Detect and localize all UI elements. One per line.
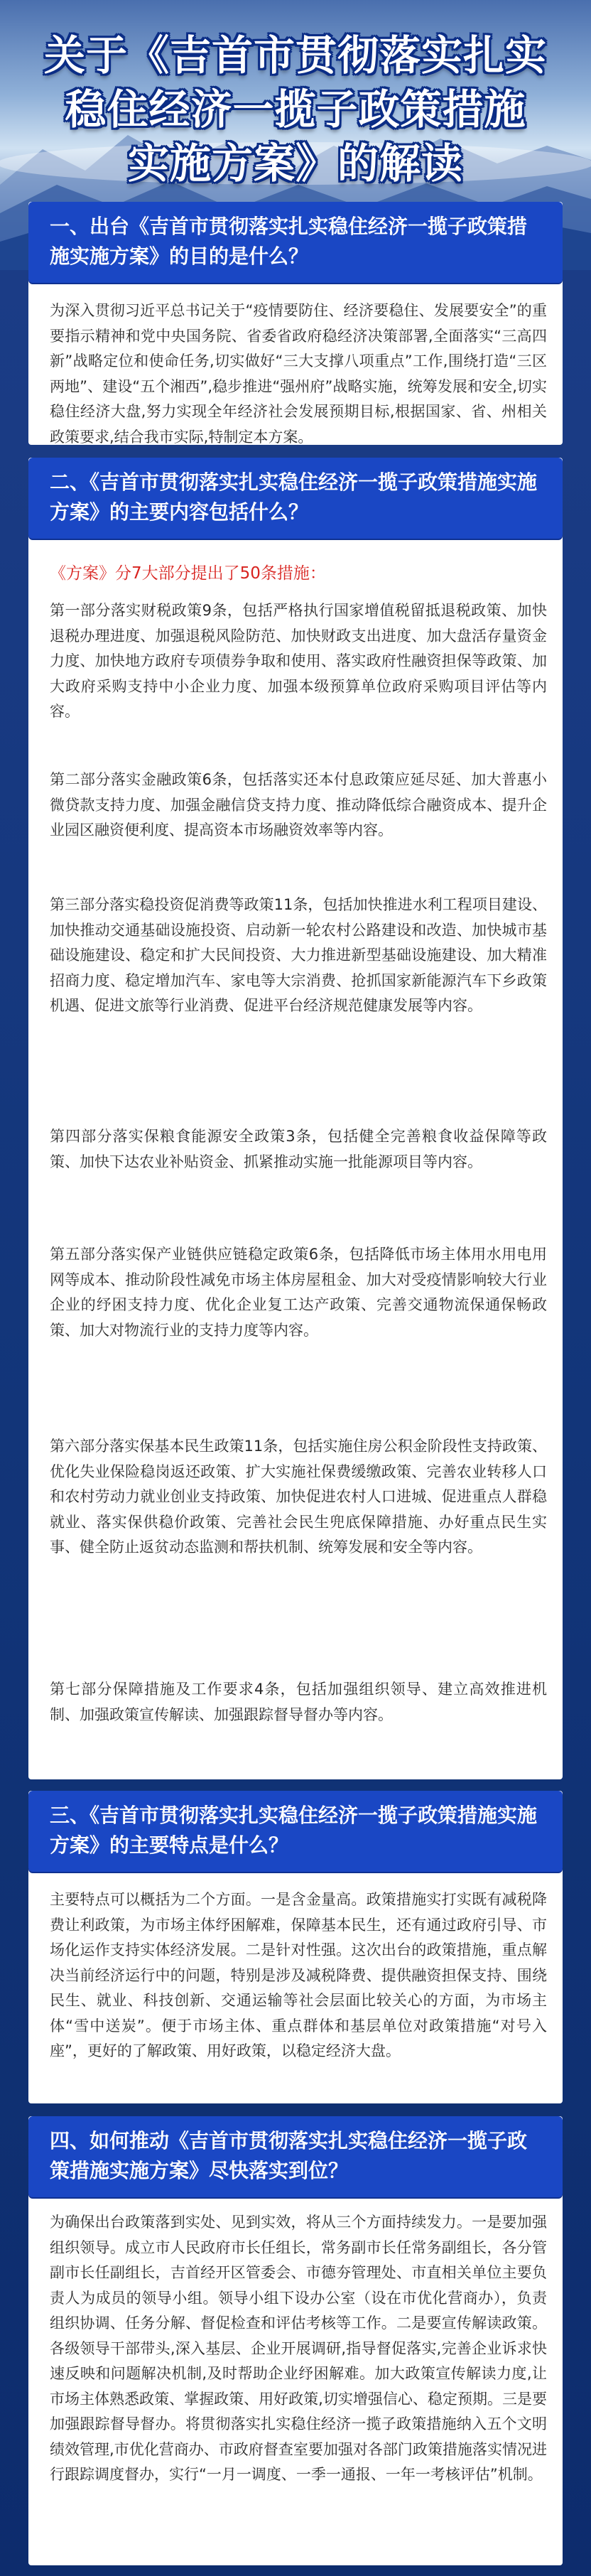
section-2-paragraph-5: 第五部分落实保产业链供应链稳定政策6条，包括降低市场主体用水用电用网等成本、推动阶段性减免市场主体房屋租金、加大对受疫情影响较大行业企业的纾困支持力度、优化企业复工达产政策、完善交通物流保通保畅政策、加大对物流行业的支持力度等内容。 [50,1246,547,1339]
section-2-paragraph-7: 第七部分保障措施及工作要求4条，包括加强组织领导、建立高效推进机制、加强政策宣传解读、加强跟踪督导督办等内容。 [50,1681,547,1723]
title-line-1: 关于《吉首市贯彻落实扎实 [43,31,547,80]
section-1-paragraph: 为深入贯彻习近平总书记关于“疫情要防住、经济要稳住、发展要安全”的重要指示精神和党中央国务院、省委省政府稳经济决策部署,全面落实“三高四新”战略定位和使命任务,切实做好“三大支撑八项重点”工作,围绕打造“三区两地”、建设“五个湘西”,稳步推进“强州府”战略实施，统筹发展和安全,切实稳住经济大盘,努力实现全年经济社会发展预期目标,根据国家、省、州相关政策要求,结合我市实际,特制定本方案。 [50,302,547,446]
page-title [0,28,591,190]
section-4-heading: 四、如何推动《吉首市贯彻落实扎实稳住经济一揽子政策措施实施方案》尽快落实到位？ [28,2116,563,2197]
title-line-3: 实施方案》的解读 [127,139,463,188]
section-2-paragraph-1: 第一部分落实财税政策9条，包括严格执行国家增值税留抵退税政策、加快退税办理进度、加强退税风险防范、加快财政支出进度、加大盘活存量资金力度、加快地方政府专项债券争取和使用、落实政府性融资担保等政策、加大政府采购支持中小企业力度、加强本级预算单位政府采购项目评估等内容。 [50,602,547,720]
title-line-2: 稳住经济一揽子政策措施 [65,85,526,134]
section-2-intro: 《方案》分7大部分提出了50条措施： [50,564,326,583]
section-2-paragraph-4: 第四部分落实保粮食能源安全政策3条，包括健全完善粮食收益保障等政策、加快下达农业补贴资金、抓紧推动实施一批能源项目等内容。 [50,1128,547,1170]
section-2-paragraph-2: 第二部分落实金融政策6条，包括落实还本付息政策应延尽延、加大普惠小微贷款支持力度、加强金融信贷支持力度、推动降低综合融资成本、提升企业园区融资便利度、提高资本市场融资效率等内容。 [50,771,547,839]
section-2-paragraph-6: 第六部分落实保基本民生政策11条，包括实施住房公积金阶段性支持政策、优化失业保险稳岗返还政策、扩大实施社保费缓缴政策、完善农业转移人口和农村劳动力就业创业支持政策、加快促进农村人口进城、促进重点人群稳就业、落实保供稳价政策、完善社会民生兜底保障措施、办好重点民生实事、健全防止返贫动态监测和帮扶机制、统筹发展和安全等内容。 [50,1438,547,1556]
section-2-heading: 二、《吉首市贯彻落实扎实稳住经济一揽子政策措施实施方案》的主要内容包括什么？ [28,458,563,539]
section-3-paragraph: 主要特点可以概括为二个方面。一是含金量高。政策措施实打实既有减税降费让利政策，为市场主体纾困解难，保障基本民生，还有通过政府引导、市场化运作支持实体经济发展。二是针对性强。这次出台的政策措施，重点解决当前经济运行中的问题，特别是涉及减税降费、提供融资担保支持、围绕民生、就业、科技创新、交通运输等社会层面比较关心的方面，为市场主体“雪中送炭”。便于市场主体、重点群体和基层单位对政策措施“对号入座”，更好的了解政策、用好政策，以稳定经济大盘。 [50,1891,547,2059]
section-1-heading: 一、出台《吉首市贯彻落实扎实稳住经济一揽子政策措施实施方案》的目的是什么？ [28,202,563,283]
section-3-heading: 三、《吉首市贯彻落实扎实稳住经济一揽子政策措施实施方案》的主要特点是什么？ [28,1791,563,1872]
section-4-paragraph: 为确保出台政策落到实处、见到实效，将从三个方面持续发力。一是要加强组织领导。成立市人民政府市长任组长，常务副市长任常务副组长，各分管副市长任副组长，吉首经开区管委会、市德夯管理处、市直相关单位主要负责人为成员的领导小组。领导小组下设办公室（设在市优化营商办），负责组织协调、任务分解、督促检查和评估考核等工作。二是要宣传解读政策。各级领导干部带头,深入基层、企业开展调研,指导督促落实,完善企业诉求快速反映和问题解决机制,及时帮助企业纾困解难。加大政策宣传解读力度,让市场主体熟悉政策、掌握政策、用好政策,切实增强信心、稳定预期。三是要加强跟踪督导督办。将贯彻落实扎实稳住经济一揽子政策措施纳入五个文明绩效管理,市优化营商办、市政府督查室要加强对各部门政策措施落实情况进行跟踪调度督办，实行“一月一调度、一季一通报、一年一考核评估”机制。 [50,2214,547,2483]
section-2-paragraph-3: 第三部分落实稳投资促消费等政策11条，包括加快推进水利工程项目建设、加快推动交通基础设施投资、启动新一轮农村公路建设和改造、加快城市基础设施建设、稳定和扩大民间投资、大力推进新型基础设施建设、加大精准招商力度、稳定增加汽车、家电等大宗消费、抢抓国家新能源汽车下乡政策机遇、促进文旅等行业消费、促进平台经济规范健康发展等内容。 [50,896,547,1014]
